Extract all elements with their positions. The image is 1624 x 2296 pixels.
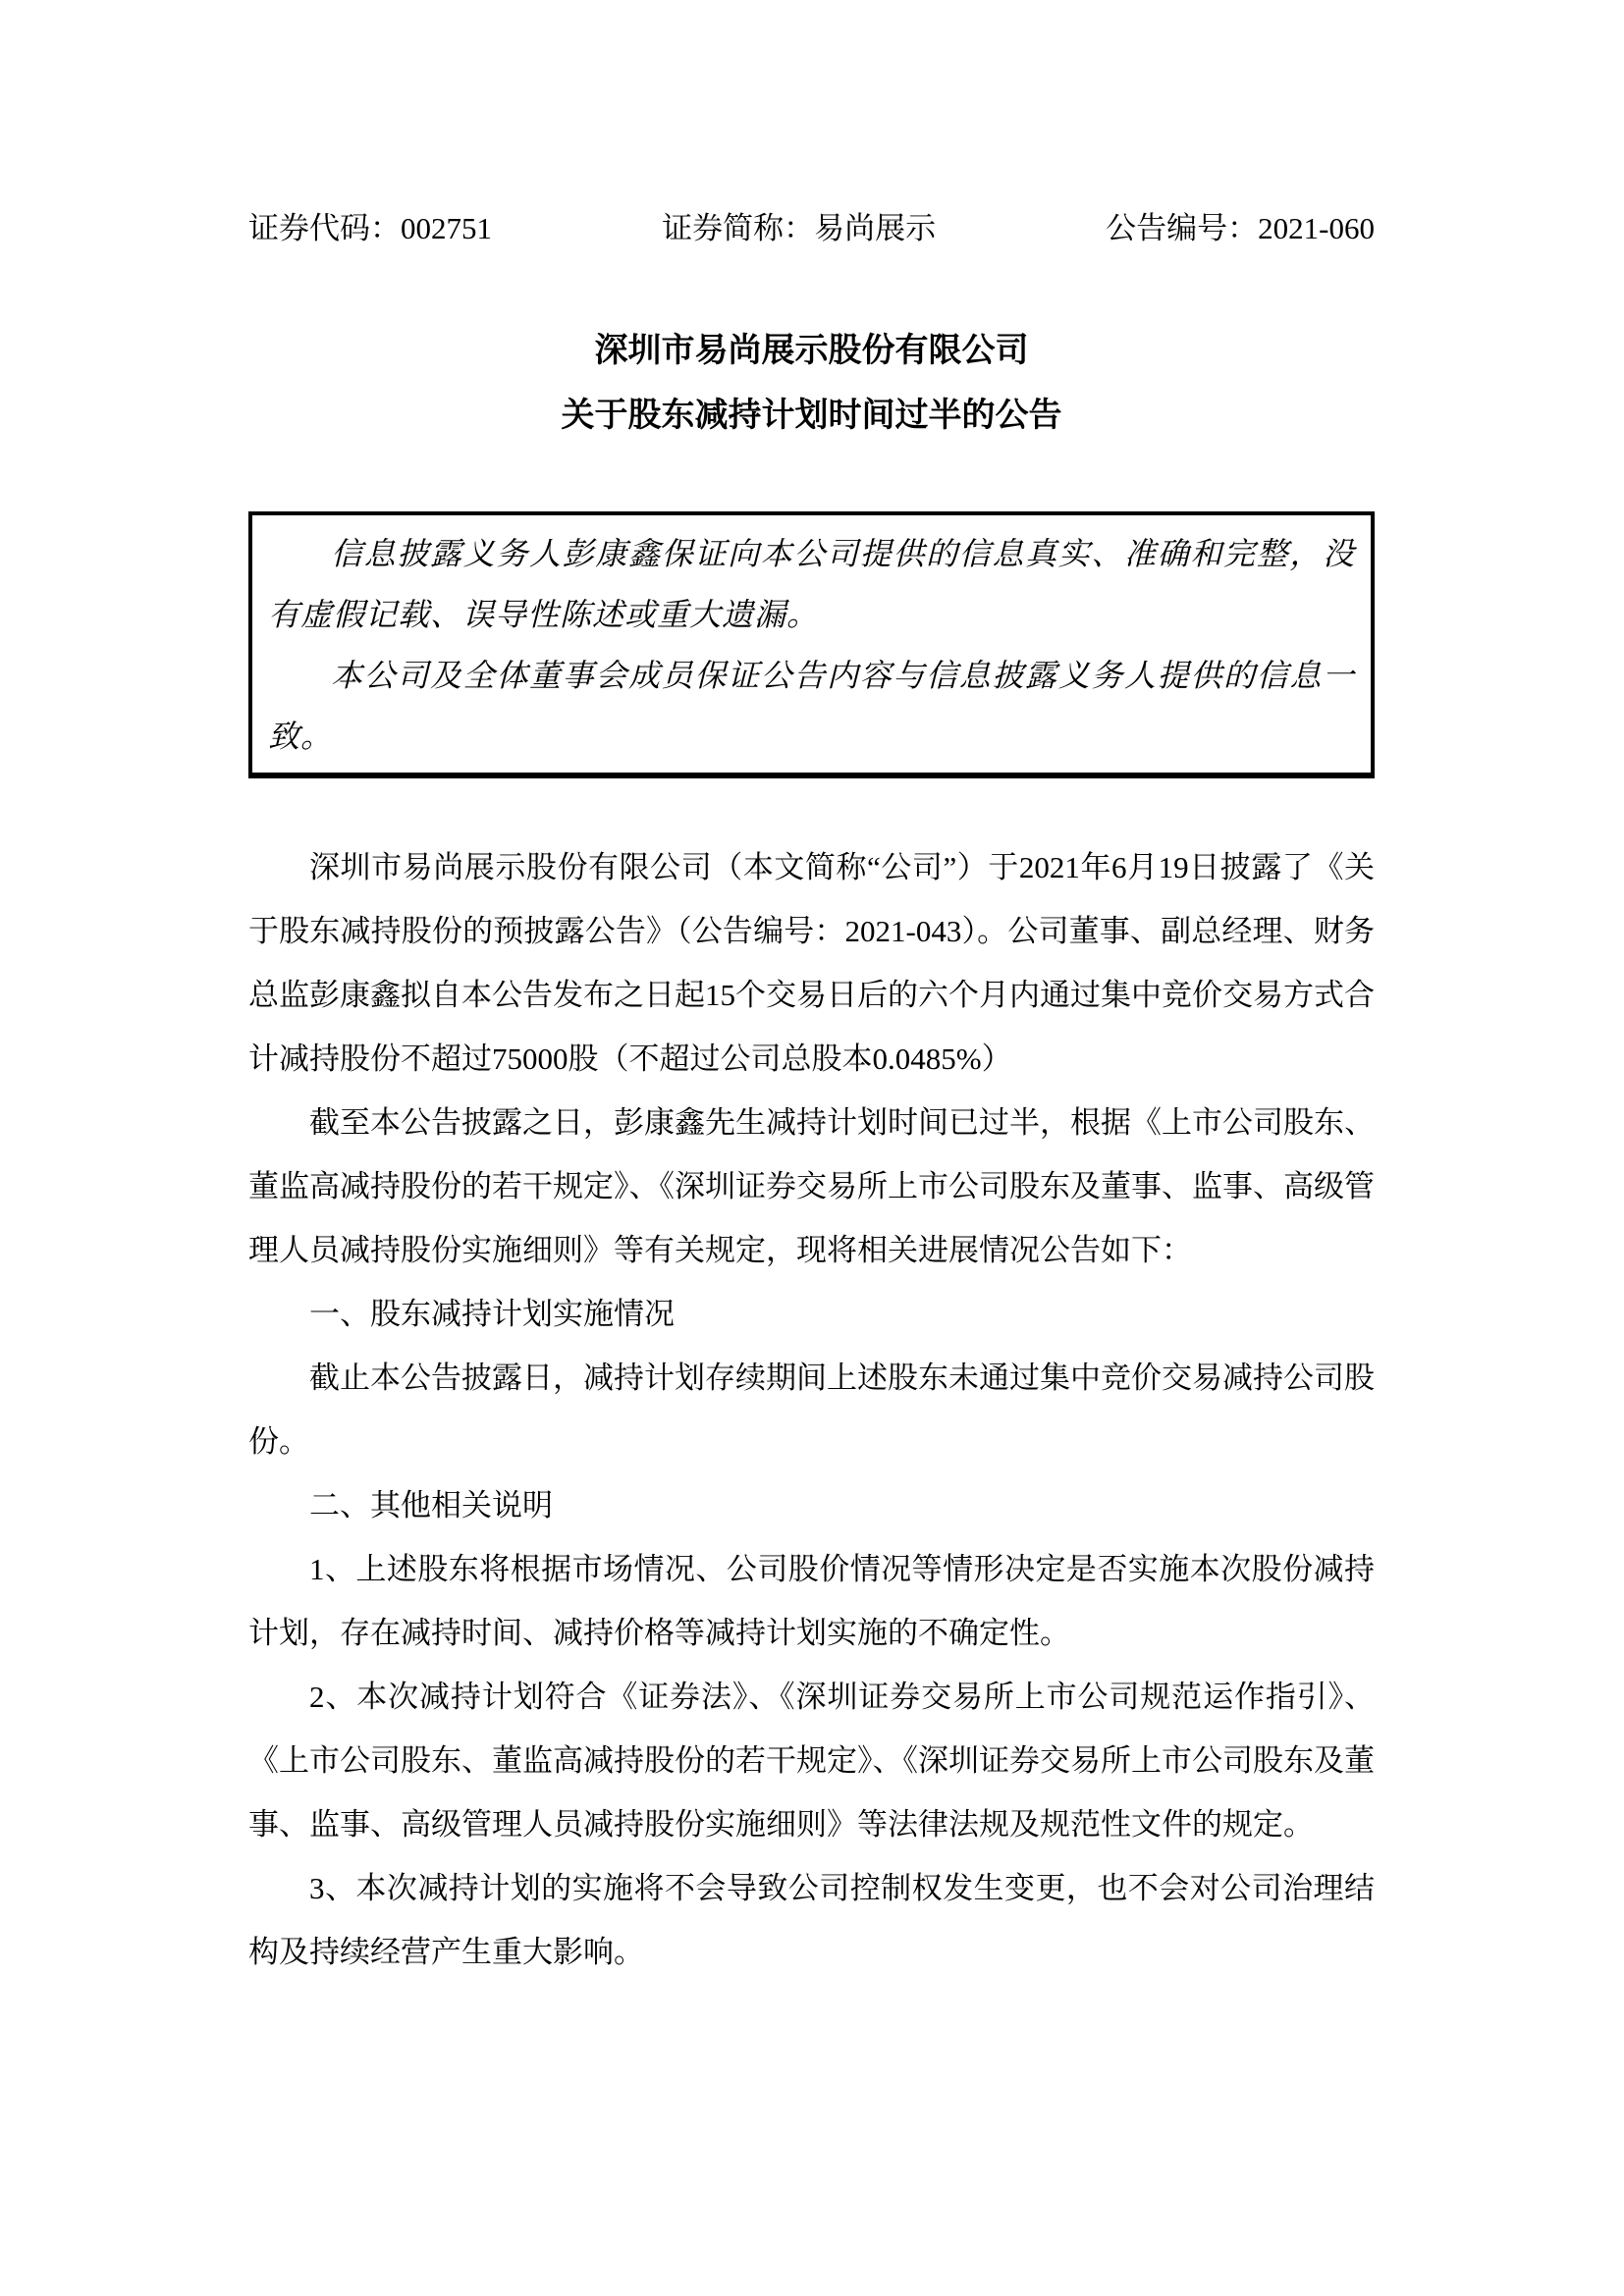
section-2-item-1: 1、上述股东将根据市场情况、公司股价情况等情形决定是否实施本次股份减持计划，存在减持时间、减持价格等减持计划实施的不确定性。 bbox=[248, 1552, 1375, 1650]
paragraph-pre-disclosure: 深圳市易尚展示股份有限公司（本文简称“公司”）于2021年6月19日披露了《关于股东减持股份的预披露公告》（公告编号：2021-043）。公司董事、副总经理、财务总监彭康鑫拟自本公告发布之日起15个交易日后的六个月内通过集中竞价交易方式合计减持股份不超过75000股（不超过公司总股本0.0485%） bbox=[248, 850, 1375, 1076]
disclaimer-paragraph-2: 本公司及全体董事会成员保证公告内容与信息披露义务人提供的信息一致。 bbox=[268, 658, 1355, 754]
paragraph-plan-half-time: 截至本公告披露之日，彭康鑫先生减持计划时间已过半，根据《上市公司股东、董监高减持股份的若干规定》、《深圳证券交易所上市公司股东及董事、监事、高级管理人员减持股份实施细则》等有关规定，现将相关进展情况公告如下： bbox=[248, 1105, 1375, 1267]
stock-code: 证券代码：002751 bbox=[248, 211, 492, 245]
title-block bbox=[248, 319, 1375, 449]
company-name-title: 深圳市易尚展示股份有限公司 bbox=[594, 333, 1029, 369]
document-header bbox=[248, 197, 1375, 260]
disclaimer-box bbox=[248, 511, 1375, 778]
stock-abbr: 证券简称：易尚展示 bbox=[662, 211, 937, 245]
document-content bbox=[248, 0, 1375, 1984]
section-1-heading: 一、股东减持计划实施情况 bbox=[309, 1297, 675, 1331]
disclaimer-paragraph-1: 信息披露义务人彭康鑫保证向本公司提供的信息真实、准确和完整，没有虚假记载、误导性陈述或重大遗漏。 bbox=[268, 536, 1355, 632]
section-2-item-2: 2、本次减持计划符合《证券法》、《深圳证券交易所上市公司规范运作指引》、《上市公司股东、董监高减持股份的若干规定》、《深圳证券交易所上市公司股东及董事、监事、高级管理人员减持股份实施细则》等法律法规及规范性文件的规定。 bbox=[248, 1680, 1375, 1842]
section-2-heading: 二、其他相关说明 bbox=[309, 1488, 553, 1522]
body-text bbox=[248, 835, 1375, 1984]
announcement-subject-title: 关于股东减持计划时间过半的公告 bbox=[561, 398, 1062, 434]
announcement-number: 公告编号：2021-060 bbox=[1106, 211, 1375, 245]
section-1-paragraph: 截止本公告披露日，减持计划存续期间上述股东未通过集中竞价交易减持公司股份。 bbox=[248, 1361, 1375, 1459]
section-2-item-3: 3、本次减持计划的实施将不会导致公司控制权发生变更，也不会对公司治理结构及持续经营产生重大影响。 bbox=[248, 1871, 1375, 1969]
